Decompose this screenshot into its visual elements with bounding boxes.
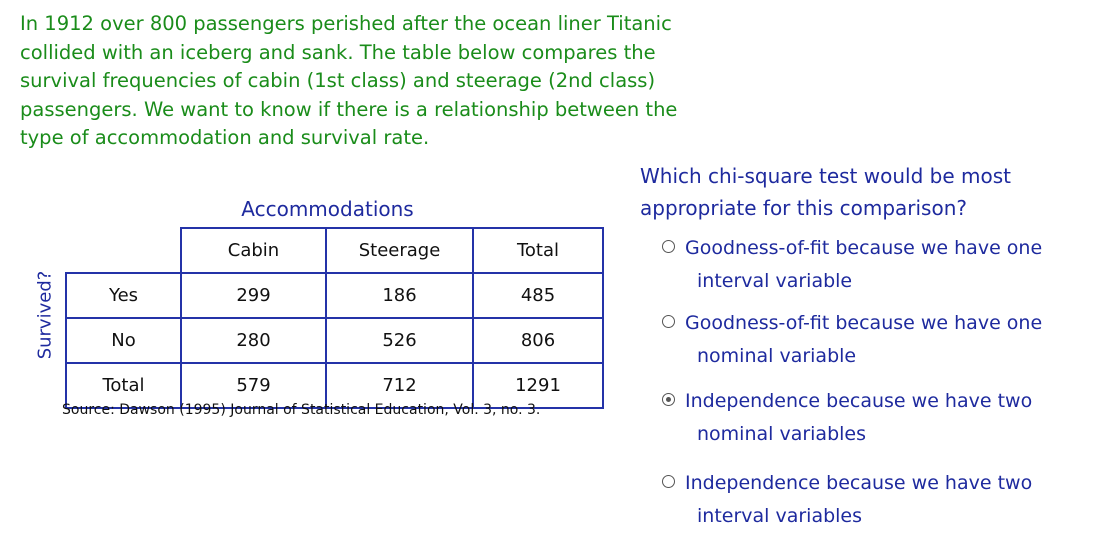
- option-text: nominal variable: [697, 345, 857, 367]
- table-row: [66, 273, 603, 318]
- table-header-row: [66, 228, 603, 273]
- option-text: Independence because we have two: [685, 472, 1033, 494]
- radio-button-icon[interactable]: [662, 315, 675, 328]
- source-citation: Source: Dawson (1995) Journal of Statistical Education, Vol. 3, no. 3.: [62, 402, 541, 418]
- contingency-table: [65, 227, 604, 409]
- answer-option-1[interactable]: [662, 232, 1112, 298]
- table-corner: [66, 228, 181, 273]
- row-header-yes: Yes: [66, 273, 181, 318]
- cell-total-cabin: 579: [181, 363, 326, 408]
- cell-yes-total: 485: [473, 273, 603, 318]
- radio-button-icon[interactable]: [662, 475, 675, 488]
- cell-yes-steerage: 186: [326, 273, 473, 318]
- column-header-total: Total: [473, 228, 603, 273]
- row-header-no: No: [66, 318, 181, 363]
- cell-grand-total: 1291: [473, 363, 603, 408]
- table-row: [66, 318, 603, 363]
- cell-yes-cabin: 299: [181, 273, 326, 318]
- intro-line: In 1912 over 800 passengers perished after the ocean liner Titanic: [20, 12, 672, 35]
- question-line: Which chi-square test would be most: [640, 164, 1011, 188]
- radio-button-selected-icon[interactable]: [662, 393, 675, 406]
- option-text: interval variables: [697, 505, 863, 527]
- row-header-total: Total: [66, 363, 181, 408]
- intro-line: passengers. We want to know if there is a relationship between the: [20, 97, 678, 121]
- question-text: [640, 160, 1110, 224]
- survived-axis-label: Survived?: [34, 270, 56, 360]
- option-text: Goodness-of-fit because we have one: [685, 312, 1043, 334]
- intro-line: survival frequencies of cabin (1st class) and steerage (2nd class): [20, 69, 656, 92]
- answer-option-3[interactable]: [662, 385, 1112, 451]
- cell-total-steerage: 712: [326, 363, 473, 408]
- column-header-cabin: Cabin: [181, 228, 326, 273]
- answer-option-4[interactable]: [662, 467, 1112, 533]
- radio-button-icon[interactable]: [662, 240, 675, 253]
- option-text: Goodness-of-fit because we have one: [685, 237, 1043, 259]
- intro-line: collided with an iceberg and sank. The table below compares the: [20, 40, 656, 64]
- answer-option-2[interactable]: [662, 307, 1112, 373]
- intro-line: type of accommodation and survival rate.: [20, 126, 430, 149]
- question-line: appropriate for this comparison?: [640, 196, 968, 220]
- column-header-steerage: Steerage: [326, 228, 473, 273]
- accommodations-header: Accommodations: [241, 197, 414, 221]
- problem-statement: [20, 10, 710, 153]
- option-text: nominal variables: [697, 423, 867, 445]
- cell-no-steerage: 526: [326, 318, 473, 363]
- cell-no-total: 806: [473, 318, 603, 363]
- option-text: Independence because we have two: [685, 390, 1033, 412]
- option-text: interval variable: [697, 270, 853, 292]
- cell-no-cabin: 280: [181, 318, 326, 363]
